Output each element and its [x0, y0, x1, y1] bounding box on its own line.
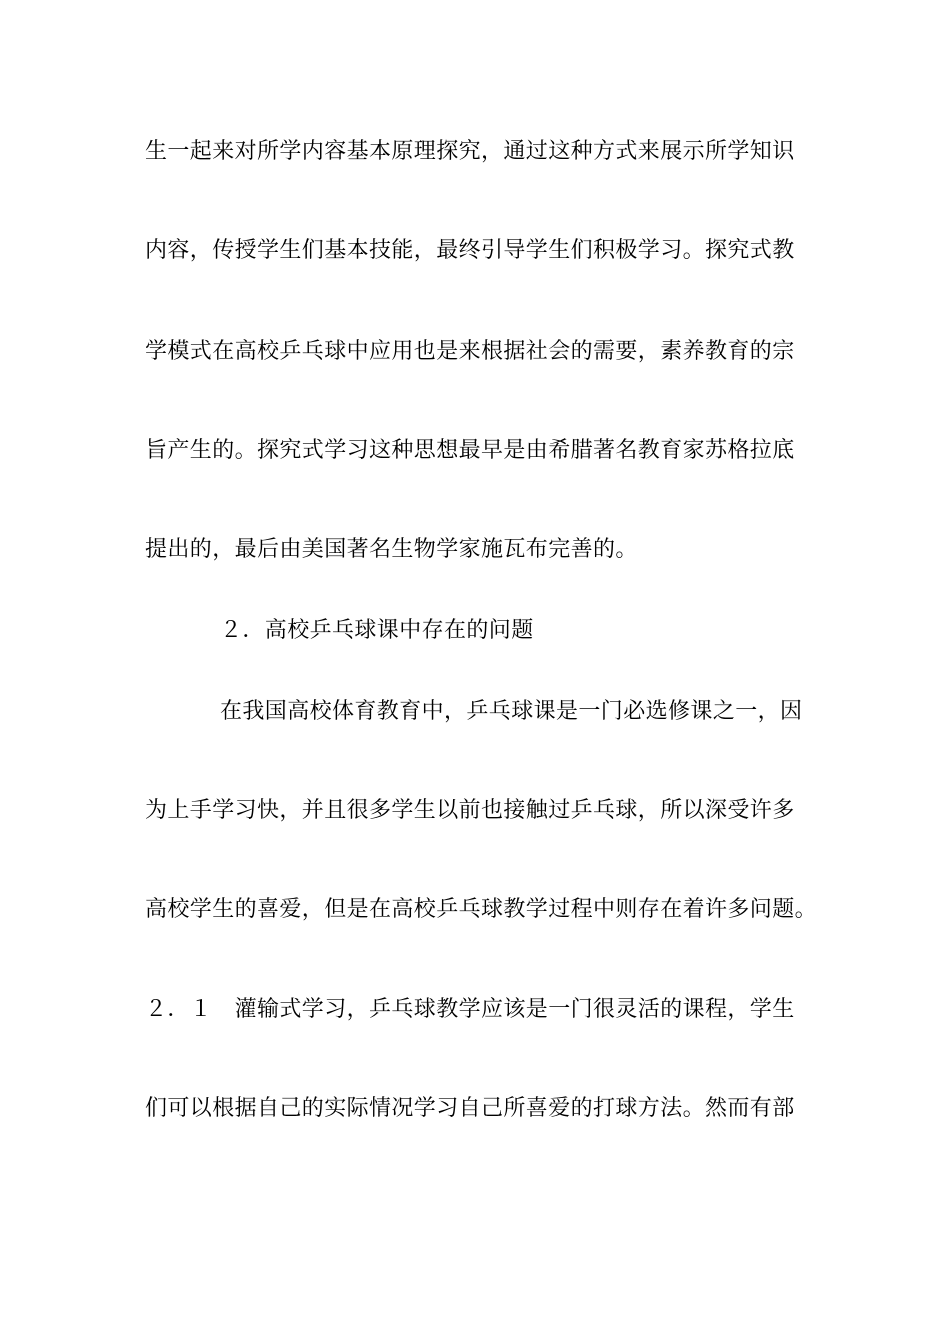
- paragraph-line: 在我国高校体育教育中，乒乓球课是一门必选修课之一，因: [220, 699, 803, 724]
- paragraph-line: 们可以根据自己的实际情况学习自己所喜爱的打球方法。然而有部: [145, 1096, 795, 1121]
- paragraph-line: 提出的，最后由美国著名生物学家施瓦布完善的。: [145, 537, 638, 562]
- paragraph-line: 生一起来对所学内容基本原理探究，通过这种方式来展示所学知识: [145, 139, 795, 164]
- section-heading: ２．高校乒乓球课中存在的问题: [220, 618, 534, 643]
- paragraph-line: 为上手学习快，并且很多学生以前也接触过乒乓球，所以深受许多: [145, 798, 795, 823]
- paragraph-line: 高校学生的喜爱，但是在高校乒乓球教学过程中则存在着许多问题。: [145, 897, 818, 922]
- paragraph-line: 内容，传授学生们基本技能，最终引导学生们积极学习。探究式教: [145, 238, 795, 263]
- paragraph-line: 旨产生的。探究式学习这种思想最早是由希腊著名教育家苏格拉底: [145, 438, 795, 463]
- subsection-line: ２．１ 灌输式学习，乒乓球教学应该是一门很灵活的课程，学生: [145, 997, 795, 1022]
- paragraph-line: 学模式在高校乒乓球中应用也是来根据社会的需要，素养教育的宗: [145, 339, 795, 364]
